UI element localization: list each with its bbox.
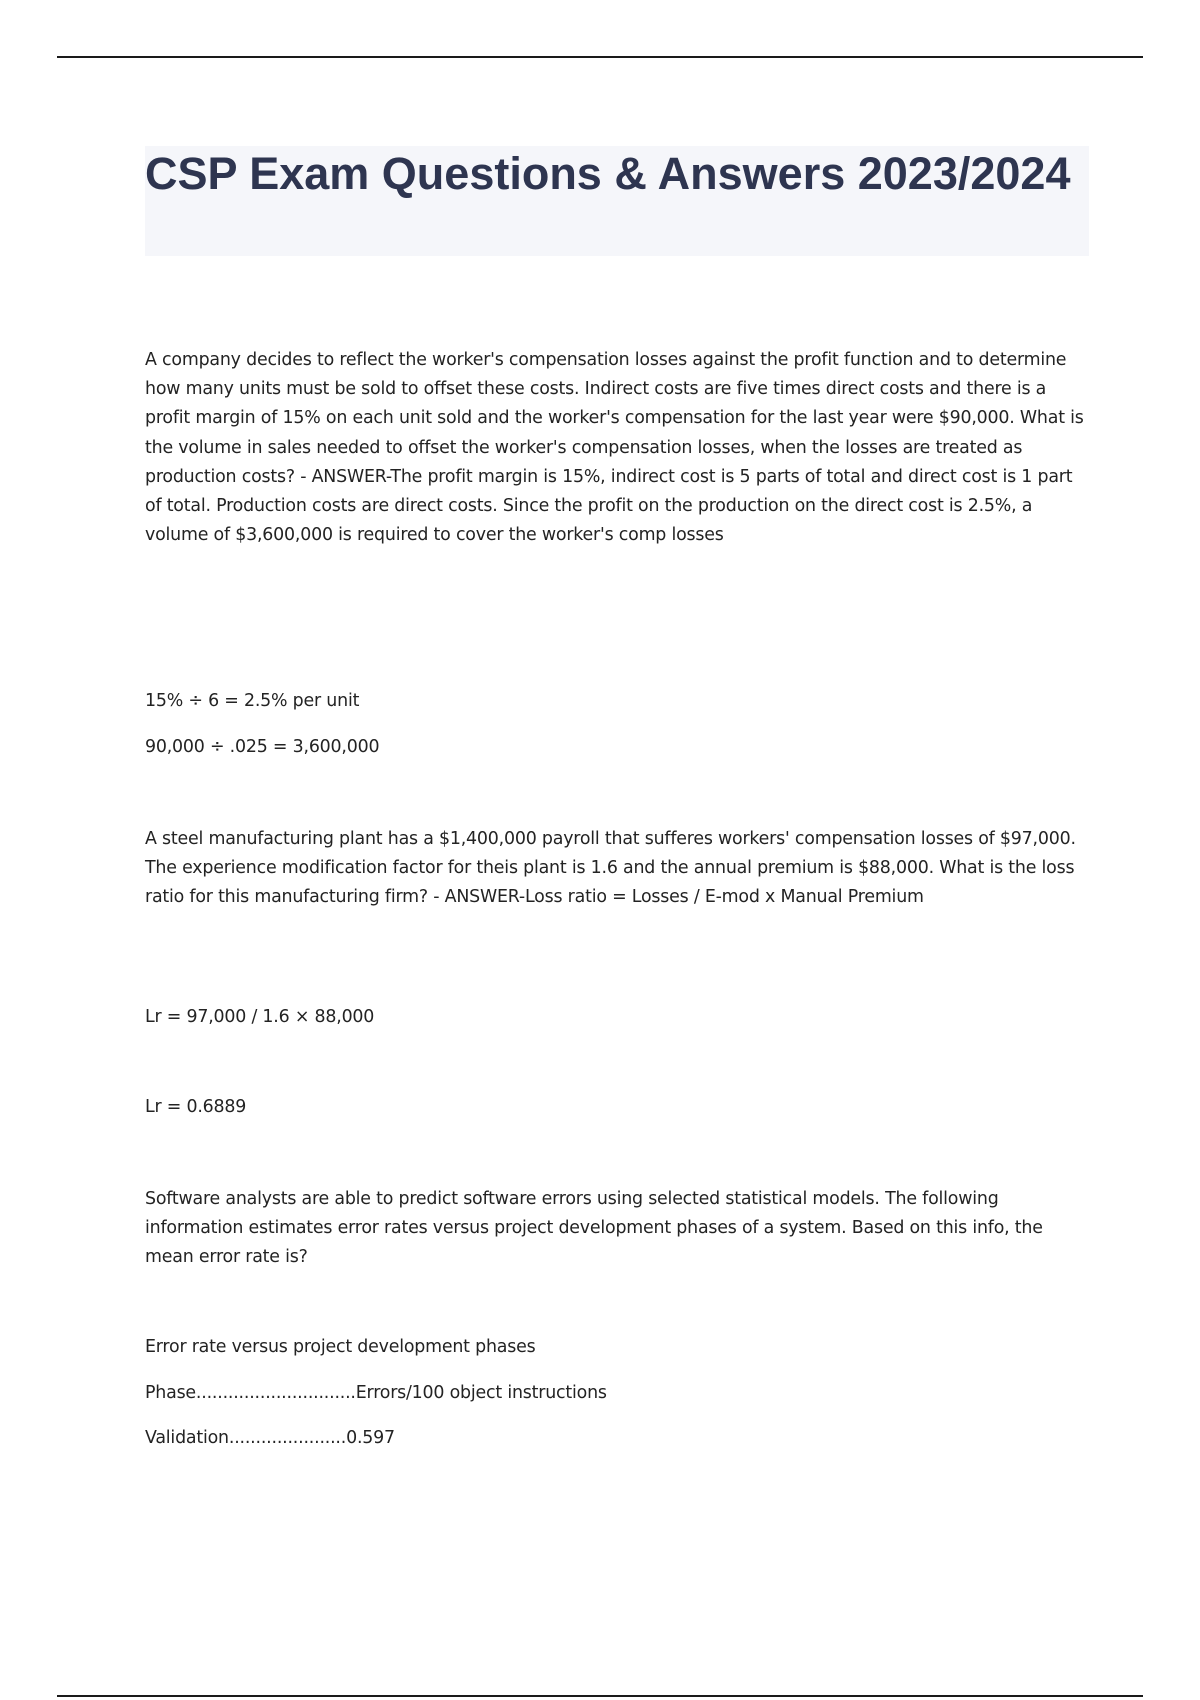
error-rate-table-title: Error rate versus project development phases bbox=[145, 1337, 536, 1357]
error-rate-table-row: Validation......................0.597 bbox=[145, 1428, 395, 1448]
question-2-text: A steel manufacturing plant has a $1,400,000 payroll that sufferes workers' compensation losses of $97,000. The experience modification factor for theis plant is 1.6 and the annual premium is $88,000. What is the loss ratio for this manufacturing firm? - ANSWER-Loss ratio = Losses / E-mod x Manual Premium bbox=[145, 829, 1076, 908]
question-2-calculation-1: Lr = 97,000 / 1.6 × 88,000 bbox=[145, 1007, 375, 1027]
page-title: CSP Exam Questions & Answers 2023/2024 bbox=[145, 148, 1071, 199]
question-2-calculation-2: Lr = 0.6889 bbox=[145, 1097, 247, 1117]
title-box bbox=[145, 146, 1089, 256]
error-rate-table-header: Phase..............................Errors/100 object instructions bbox=[145, 1383, 607, 1403]
top-divider bbox=[57, 56, 1143, 58]
question-1-text: A company decides to reflect the worker's compensation losses against the profit function and to determine how many units must be sold to offset these costs. Indirect costs are five times direct costs and there is a profit margin of 15% on each unit sold and the worker's compensation for the last year were $90,000. What is the volume in sales needed to offset the worker's compensation losses, when the losses are treated as production costs? - ANSWER-The profit margin is 15%, indirect cost is 5 parts of total and direct cost is 1 part of total. Production costs are direct costs. Since the profit on the production on the direct cost is 2.5%, a volume of $3,600,000 is required to cover the worker's comp losses bbox=[145, 350, 1084, 546]
question-1-calculation-2: 90,000 ÷ .025 = 3,600,000 bbox=[145, 737, 380, 757]
bottom-divider bbox=[57, 1695, 1143, 1697]
question-1-calculation-1: 15% ÷ 6 = 2.5% per unit bbox=[145, 691, 360, 711]
question-3-text: Software analysts are able to predict software errors using selected statistical models. The following information estimates error rates versus project development phases of a system. Based on this info, the mean error rate is? bbox=[145, 1189, 1043, 1268]
